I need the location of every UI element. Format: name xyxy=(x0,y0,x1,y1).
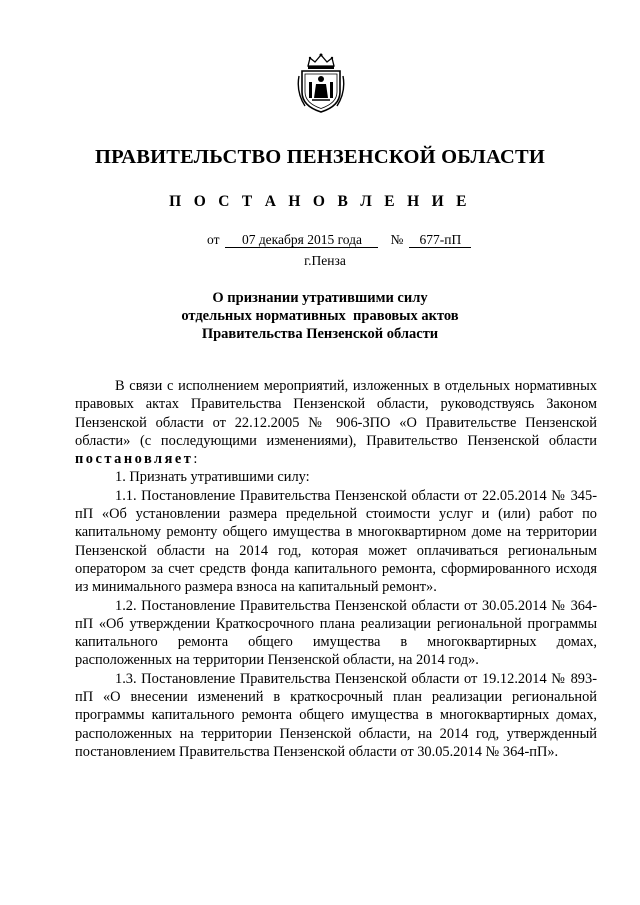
number-label: № xyxy=(390,232,404,247)
document-body xyxy=(75,377,597,761)
decree-colon: : xyxy=(193,451,198,468)
document-subject xyxy=(0,289,640,343)
document-date: 07 декабря 2015 года xyxy=(225,233,378,248)
decree-word: постановляет xyxy=(75,451,194,468)
government-title: ПРАВИТЕЛЬСТВО ПЕНЗЕНСКОЙ ОБЛАСТИ xyxy=(95,146,545,168)
city: г.Пенза xyxy=(304,253,346,268)
document-type: П О С Т А Н О В Л Е Н И Е xyxy=(169,193,471,210)
intro-paragraph xyxy=(75,377,597,468)
date-number-line xyxy=(207,232,471,248)
document-number: 677-пП xyxy=(409,233,471,248)
subject-line: отдельных нормативных правовых актов xyxy=(181,308,459,324)
list-item: 1. Признать утратившими силу: xyxy=(115,469,310,486)
subject-line: О признании утратившими силу xyxy=(212,290,428,306)
coat-of-arms-icon xyxy=(296,52,346,114)
from-label: от xyxy=(207,232,220,247)
subject-line: Правительства Пензенской области xyxy=(201,326,439,342)
list-item: 1.3. Постановление Правительства Пензенской области от 19.12.2014 № 893-пП «О внесении изменений в краткосрочный план реализации региональной программы капитального ремонта общего имущества в многоквартирных домах, расположенных на территории Пензенской области, на 2014 год, утвержденный постановлением Правительства Пензенской области от 30.05.2014 № 364-пП». xyxy=(75,670,597,760)
intro-text: В связи с исполнением мероприятий, изложенных в отдельных нормативных правовых актах Правительства Пензенской области, руководствуясь Законом Пензенской области от 22.12.2005 № 906-ЗПО «О Правительстве Пензенской области» (с последующими изменениями), Правительство Пензенской области xyxy=(75,378,597,449)
list-item: 1.2. Постановление Правительства Пензенской области от 30.05.2014 № 364-пП «Об утверждении Краткосрочного плана реализации региональной программы капитального ремонта общего имущества в многоквартирных домах, расположенных на территории Пензенской области, на 2014 год». xyxy=(75,597,597,669)
list-item: 1.1. Постановление Правительства Пензенской области от 22.05.2014 № 345-пП «Об установлении размера предельной стоимости услуг и (или) работ по капитальному ремонту общего имущества в многоквартирном доме на территории Пензенской области на 2014 год, которая может оплачиваться региональным оператором за счет средств фонда капитального ремонта, сформированного исходя из минимального размера взноса на капитальный ремонт». xyxy=(75,487,597,596)
